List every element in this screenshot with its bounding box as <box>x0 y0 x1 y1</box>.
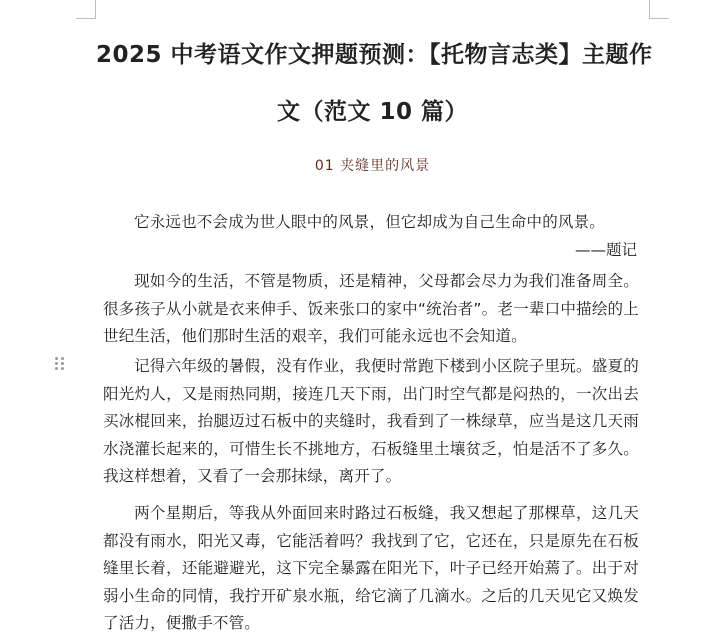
paragraph-3 <box>103 500 639 638</box>
paragraph-3-text: 两个星期后，等我从外面回来时路过石板缝，我又想起了那棵草，这几天都没有雨水，阳光又毒，它能活着吗？我找到了它，它还在，只是原先在石板缝里长着，还能避避光，这下完全暴露在阳光下，叶子已经开始蔫了。出于对弱小生命的同情，我拧开矿泉水瓶，给它滴了几滴水。之后的几天见它又焕发了活力，便撒手不管。 <box>103 504 639 632</box>
document-title-line-1: 2025 中考语文作文押题预测：【托物言志类】主题作 <box>96 42 653 68</box>
epigraph-attribution: ——题记 <box>574 241 637 259</box>
page-corner-mark-top-right <box>649 0 650 18</box>
paragraph-2-text: 记得六年级的暑假，没有作业，我便时常跑下楼到小区院子里玩。盛夏的阳光灼人，又是雨热同期，接连几天下雨，出门时空气都是闷热的，一次出去买冰棍回来，抬腿迈过石板中的夹缝时，我看到了一株绿草，应当是这几天雨水浇灌长起来的，可惜生长不挑地方，石板缝里土壤贫乏，怕是活不了多久。我这样想着，又看了一会那抹绿，离开了。 <box>103 357 639 485</box>
paragraph-2 <box>103 353 639 491</box>
drag-handle-icon[interactable] <box>55 357 65 373</box>
paragraph-1 <box>103 268 639 351</box>
epigraph-text: 它永远也不会成为世人眼中的风景，但它却成为自己生命中的风景。 <box>134 213 606 231</box>
page-corner-mark-top-left <box>95 0 96 18</box>
page-corner-mark-top-left-horizontal <box>76 18 96 19</box>
epigraph <box>103 209 639 237</box>
document-title-line-2: 文（范文 10 篇） <box>276 99 469 125</box>
page-corner-mark-top-right-horizontal <box>649 18 669 19</box>
paragraph-1-text: 现如今的生活，不管是物质，还是精神，父母都会尽力为我们准备周全。很多孩子从小就是衣来伸手、饭来张口的家中“统治者”。老一辈口中描绘的上世纪生活，他们那时生活的艰辛，我们可能永远也不会知道。 <box>103 272 639 345</box>
essay-title: 01 夹缝里的风景 <box>314 158 431 174</box>
